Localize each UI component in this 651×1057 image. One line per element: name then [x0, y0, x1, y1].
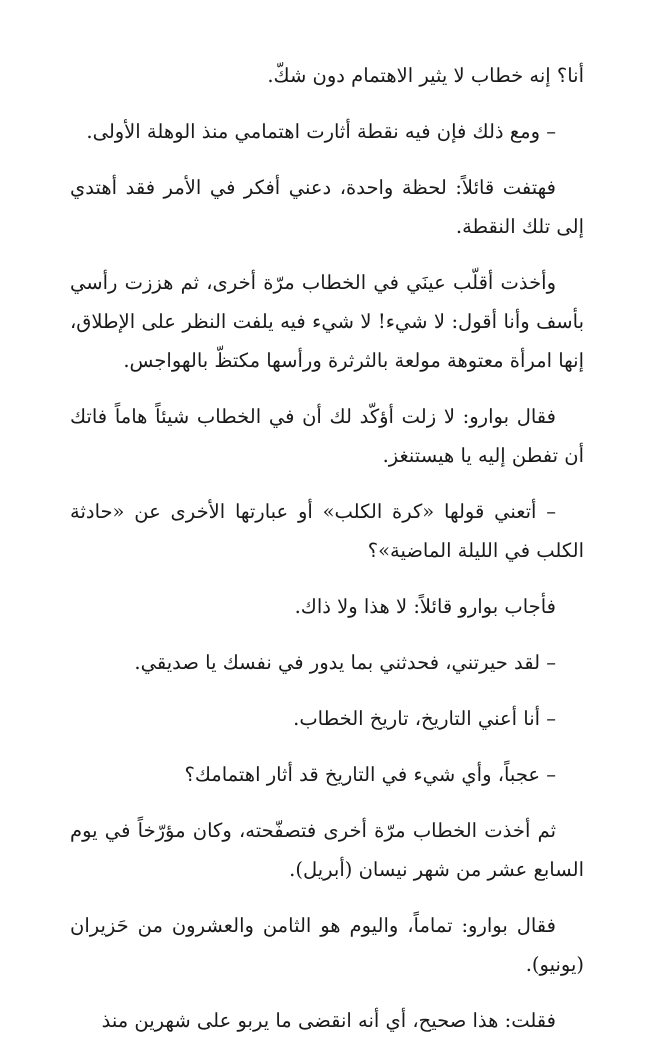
paragraph-6: – أتعني قولها «كرة الكلب» أو عبارتها الأخرى عن «حادثة الكلب في الليلة الماضية»؟: [70, 500, 584, 562]
paragraph-12: فقال بوارو: تماماً، واليوم هو الثامن والعشرون من حَزيران (يونيو).: [70, 914, 584, 976]
paragraph-13: فقلت: هذا صحيح، أي أنه انقضى ما يربو على شهرين منذ: [101, 1009, 556, 1032]
paragraph-3: فهتفت قائلاً: لحظة واحدة، دعني أفكر في الأمر فقد أهتدي إلى تلك النقطة.: [70, 176, 584, 238]
paragraph-8: – لقد حيرتني، فحدثني بما يدور في نفسك يا صديقي.: [134, 651, 556, 674]
paragraph-9: – أنا أعني التاريخ، تاريخ الخطاب.: [293, 707, 556, 730]
book-page-text: [70, 56, 584, 1057]
paragraph-4: وأخذت أقلّب عينَي في الخطاب مرّة أخرى، ثم هززت رأسي بأسف وأنا أقول: لا شيء! لا شيء فيه يلفت النظر على الإطلاق، إنها امرأة معتوهة مولعة بالثرثرة ورأسها مكتظّ بالهواجس.: [70, 271, 584, 372]
paragraph-2: – ومع ذلك فإن فيه نقطة أثارت اهتمامي منذ الوهلة الأولى.: [86, 120, 556, 143]
paragraph-11: ثم أخذت الخطاب مرّة أخرى فتصفّحته، وكان مؤرّخاً في يوم السابع عشر من شهر نيسان (أبريل).: [70, 819, 584, 881]
paragraph-10: – عجباً، وأي شيء في التاريخ قد أثار اهتمامك؟: [184, 763, 556, 786]
paragraph-5: فقال بوارو: لا زلت أؤكّد لك أن في الخطاب شيئاً هاماً فاتك أن تفطن إليه يا هيستنغز.: [70, 405, 584, 467]
paragraph-1: أنا؟ إنه خطاب لا يثير الاهتمام دون شكّ.: [267, 64, 584, 87]
paragraph-7: فأجاب بوارو قائلاً: لا هذا ولا ذاك.: [294, 595, 556, 618]
